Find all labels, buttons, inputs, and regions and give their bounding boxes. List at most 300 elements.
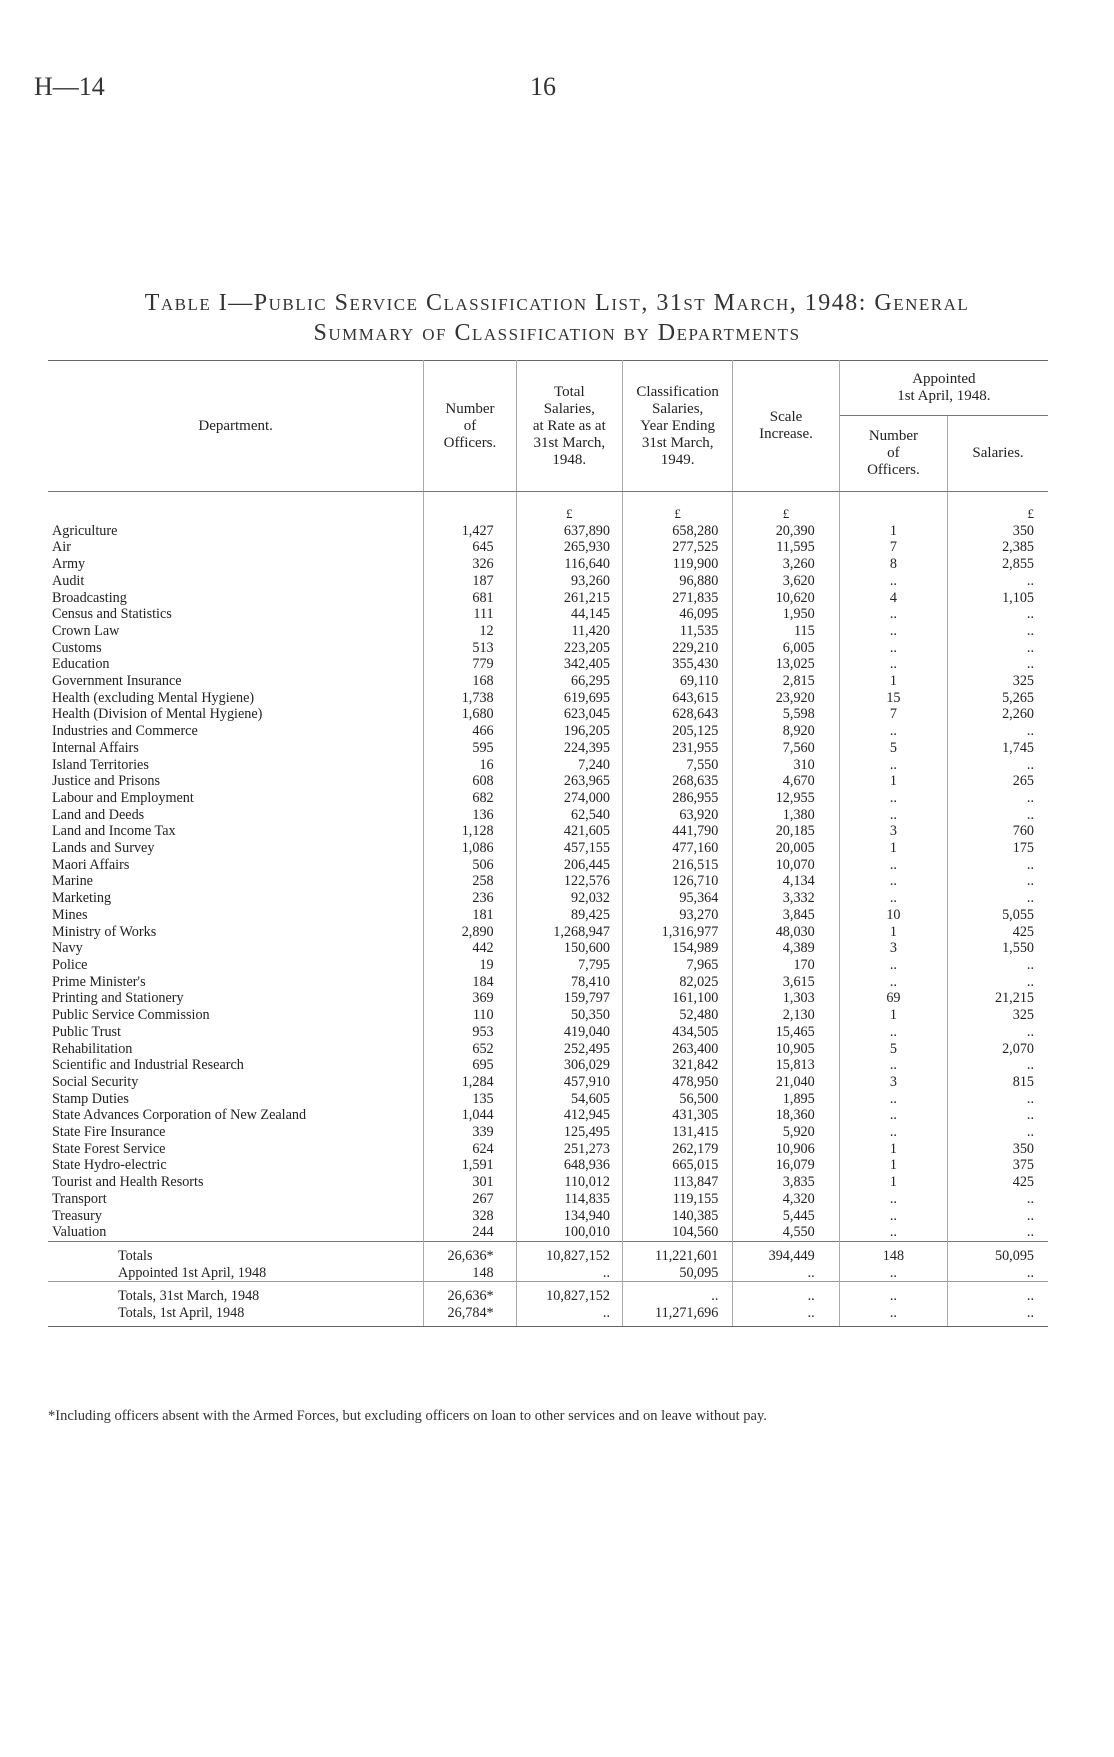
col-classification: Classification Salaries, Year Ending 31st March, 1949. xyxy=(622,361,732,492)
cell-a-off: 7 xyxy=(839,706,947,723)
table-row xyxy=(48,673,1048,690)
cell-a-off: 10 xyxy=(839,907,947,924)
table-row xyxy=(48,1074,1048,1091)
cell-scale: 2,815 xyxy=(733,673,839,690)
cell-classif: 478,950 xyxy=(622,1074,732,1091)
cell-a-off: 1 xyxy=(839,1174,947,1191)
cell-officers: 695 xyxy=(424,1057,516,1074)
col-appointed-salaries: Salaries. xyxy=(948,416,1048,492)
classification-table xyxy=(48,360,1048,1327)
cell-classif: 7,965 xyxy=(622,957,732,974)
cell-classif: 93,270 xyxy=(622,907,732,924)
col-officers: Number of Officers. xyxy=(424,361,516,492)
cell-classif: 441,790 xyxy=(622,823,732,840)
cell-a-sal: 5,055 xyxy=(1002,906,1034,923)
cell-a-off: 1 xyxy=(839,1007,947,1024)
cell-classif: 82,025 xyxy=(622,974,732,991)
cell-scale: 13,025 xyxy=(733,656,839,673)
table-row xyxy=(48,623,1048,640)
cell-a-sal: .. xyxy=(1026,973,1034,990)
cell-officers: 652 xyxy=(424,1041,516,1058)
cell-a-sal: .. xyxy=(1026,1224,1034,1241)
department-name: Police xyxy=(48,957,424,974)
cell-classif: 154,989 xyxy=(622,940,732,957)
cell-scale: 4,670 xyxy=(733,773,839,790)
cell-scale: 4,389 xyxy=(733,940,839,957)
cell-a-sal: .. xyxy=(1026,789,1034,806)
cell-a-sal: .. xyxy=(1026,1090,1034,1107)
cell-officers: 301 xyxy=(424,1174,516,1191)
cell-a-off: 3 xyxy=(839,823,947,840)
cell-scale: 3,260 xyxy=(733,556,839,573)
cell-scale: 48,030 xyxy=(733,924,839,941)
cell-total: 122,576 xyxy=(516,873,622,890)
table-row xyxy=(48,706,1048,723)
totals-classif: .. xyxy=(622,1282,732,1305)
cell-total: 265,930 xyxy=(516,539,622,556)
cell-total: 206,445 xyxy=(516,857,622,874)
cell-total: 78,410 xyxy=(516,974,622,991)
cell-scale: 6,005 xyxy=(733,640,839,657)
unit-pound: £ xyxy=(1027,506,1034,521)
table-row xyxy=(48,1107,1048,1124)
cell-a-off: 1 xyxy=(839,523,947,540)
table-row xyxy=(48,590,1048,607)
cell-officers: 12 xyxy=(424,623,516,640)
table-row xyxy=(48,1141,1048,1158)
cell-a-sal: 325 xyxy=(1012,1007,1034,1024)
department-name: Stamp Duties xyxy=(48,1091,424,1108)
department-name: Public Trust xyxy=(48,1024,424,1041)
totals-a-off: 148 xyxy=(839,1241,947,1264)
cell-total: 412,945 xyxy=(516,1107,622,1124)
cell-a-off: 5 xyxy=(839,1041,947,1058)
page-header-ref: H—14 xyxy=(34,72,105,101)
cell-officers: 267 xyxy=(424,1191,516,1208)
cell-total: 263,965 xyxy=(516,773,622,790)
cell-total: 196,205 xyxy=(516,723,622,740)
totals-a-sal: .. xyxy=(948,1305,1048,1326)
cell-scale: 3,620 xyxy=(733,573,839,590)
cell-officers: 181 xyxy=(424,907,516,924)
cell-scale: 23,920 xyxy=(733,690,839,707)
cell-officers: 645 xyxy=(424,539,516,556)
cell-officers: 16 xyxy=(424,757,516,774)
table-row xyxy=(48,757,1048,774)
totals-officers: 26,784* xyxy=(424,1305,516,1326)
cell-total: 89,425 xyxy=(516,907,622,924)
department-name: Maori Affairs xyxy=(48,857,424,874)
cell-total: 252,495 xyxy=(516,1041,622,1058)
department-name: Lands and Survey xyxy=(48,840,424,857)
department-name: Printing and Stationery xyxy=(48,990,424,1007)
cell-classif: 46,095 xyxy=(622,606,732,623)
cell-officers: 236 xyxy=(424,890,516,907)
cell-scale: 10,905 xyxy=(733,1041,839,1058)
cell-a-off: 4 xyxy=(839,590,947,607)
table-row xyxy=(48,740,1048,757)
cell-total: 342,405 xyxy=(516,656,622,673)
table-row xyxy=(48,957,1048,974)
cell-officers: 1,284 xyxy=(424,1074,516,1091)
cell-total: 619,695 xyxy=(516,690,622,707)
table-row xyxy=(48,1024,1048,1041)
table-row xyxy=(48,640,1048,657)
cell-a-sal: .. xyxy=(1026,1023,1034,1040)
totals-a-off: .. xyxy=(839,1282,947,1305)
table-row xyxy=(48,1157,1048,1174)
cell-officers: 1,427 xyxy=(424,523,516,540)
cell-a-off: 1 xyxy=(839,673,947,690)
cell-scale: 115 xyxy=(733,623,839,640)
cell-a-sal: .. xyxy=(1026,956,1034,973)
cell-officers: 779 xyxy=(424,656,516,673)
cell-a-sal: .. xyxy=(1026,856,1034,873)
table-row xyxy=(48,823,1048,840)
cell-a-sal: .. xyxy=(1026,756,1034,773)
department-name: Ministry of Works xyxy=(48,924,424,941)
cell-a-off: 15 xyxy=(839,690,947,707)
cell-a-off: 1 xyxy=(839,1141,947,1158)
cell-total: 224,395 xyxy=(516,740,622,757)
cell-classif: 216,515 xyxy=(622,857,732,874)
cell-a-off: 3 xyxy=(839,1074,947,1091)
cell-classif: 69,110 xyxy=(622,673,732,690)
cell-classif: 477,160 xyxy=(622,840,732,857)
totals-a-off: .. xyxy=(839,1305,947,1326)
cell-officers: 624 xyxy=(424,1141,516,1158)
table-row xyxy=(48,1224,1048,1241)
totals-officers: 26,636* xyxy=(424,1241,516,1264)
cell-scale: 1,303 xyxy=(733,990,839,1007)
cell-a-sal: .. xyxy=(1026,1207,1034,1224)
cell-a-sal: 21,215 xyxy=(994,990,1034,1007)
cell-scale: 15,465 xyxy=(733,1024,839,1041)
cell-a-sal: .. xyxy=(1026,622,1034,639)
totals-label: Appointed 1st April, 1948 xyxy=(48,1265,424,1282)
cell-classif: 268,635 xyxy=(622,773,732,790)
cell-a-off: .. xyxy=(839,857,947,874)
table-row xyxy=(48,773,1048,790)
department-name: Internal Affairs xyxy=(48,740,424,757)
cell-a-sal: 2,855 xyxy=(1002,556,1034,573)
cell-classif: 277,525 xyxy=(622,539,732,556)
department-name: Agriculture xyxy=(48,523,424,540)
department-name: State Hydro-electric xyxy=(48,1157,424,1174)
cell-a-off: 1 xyxy=(839,840,947,857)
page-number: 16 xyxy=(530,72,556,101)
table-title: Table I—Public Service Classification List, 31st March, 1948: General xyxy=(144,290,970,316)
cell-officers: 258 xyxy=(424,873,516,890)
cell-officers: 339 xyxy=(424,1124,516,1141)
table-subtitle: Summary of Classification by Departments xyxy=(313,320,801,346)
table-row xyxy=(48,974,1048,991)
col-appointed-officers: Number of Officers. xyxy=(839,416,947,492)
cell-total: 457,910 xyxy=(516,1074,622,1091)
cell-classif: 355,430 xyxy=(622,656,732,673)
table-row xyxy=(48,807,1048,824)
totals-a-sal: .. xyxy=(1026,1264,1034,1281)
cell-officers: 608 xyxy=(424,773,516,790)
totals-scale: .. xyxy=(733,1265,839,1282)
cell-scale: 20,390 xyxy=(733,523,839,540)
cell-classif: 119,900 xyxy=(622,556,732,573)
cell-classif: 52,480 xyxy=(622,1007,732,1024)
cell-a-off: .. xyxy=(839,723,947,740)
table-row xyxy=(48,1208,1048,1225)
cell-scale: 18,360 xyxy=(733,1107,839,1124)
totals-a-off: .. xyxy=(839,1265,947,1282)
cell-classif: 140,385 xyxy=(622,1208,732,1225)
unit-pound: £ xyxy=(516,492,622,523)
cell-a-off: 3 xyxy=(839,940,947,957)
cell-classif: 665,015 xyxy=(622,1157,732,1174)
cell-a-off: 7 xyxy=(839,539,947,556)
cell-a-sal: 1,550 xyxy=(1002,940,1034,957)
cell-a-sal: 175 xyxy=(1012,840,1034,857)
cell-scale: 310 xyxy=(733,757,839,774)
cell-scale: 3,332 xyxy=(733,890,839,907)
cell-classif: 104,560 xyxy=(622,1224,732,1241)
cell-a-sal: 5,265 xyxy=(1002,689,1034,706)
cell-a-off: 1 xyxy=(839,773,947,790)
cell-classif: 56,500 xyxy=(622,1091,732,1108)
cell-scale: 5,598 xyxy=(733,706,839,723)
cell-a-sal: .. xyxy=(1026,656,1034,673)
cell-total: 93,260 xyxy=(516,573,622,590)
cell-classif: 161,100 xyxy=(622,990,732,1007)
cell-total: 306,029 xyxy=(516,1057,622,1074)
department-name: Social Security xyxy=(48,1074,424,1091)
totals-row xyxy=(48,1305,1048,1326)
totals-scale: 394,449 xyxy=(733,1241,839,1264)
col-appointed-group: Appointed 1st April, 1948. xyxy=(839,361,1048,416)
department-name: Education xyxy=(48,656,424,673)
cell-a-sal: 425 xyxy=(1012,923,1034,940)
cell-scale: 1,950 xyxy=(733,606,839,623)
cell-total: 261,215 xyxy=(516,590,622,607)
cell-total: 92,032 xyxy=(516,890,622,907)
cell-officers: 2,890 xyxy=(424,924,516,941)
unit-pound: £ xyxy=(622,492,732,523)
department-name: Public Service Commission xyxy=(48,1007,424,1024)
cell-officers: 513 xyxy=(424,640,516,657)
cell-total: 134,940 xyxy=(516,1208,622,1225)
cell-total: 648,936 xyxy=(516,1157,622,1174)
cell-classif: 131,415 xyxy=(622,1124,732,1141)
cell-a-sal: .. xyxy=(1026,890,1034,907)
cell-a-off: .. xyxy=(839,873,947,890)
cell-officers: 1,086 xyxy=(424,840,516,857)
cell-total: 419,040 xyxy=(516,1024,622,1041)
table-row xyxy=(48,990,1048,1007)
cell-scale: 3,615 xyxy=(733,974,839,991)
cell-scale: 8,920 xyxy=(733,723,839,740)
cell-total: 7,240 xyxy=(516,757,622,774)
cell-officers: 1,128 xyxy=(424,823,516,840)
totals-label: Totals xyxy=(48,1241,424,1264)
cell-total: 223,205 xyxy=(516,640,622,657)
cell-scale: 10,620 xyxy=(733,590,839,607)
cell-a-sal: 760 xyxy=(1012,823,1034,840)
totals-officers: 148 xyxy=(424,1265,516,1282)
cell-a-sal: 350 xyxy=(1012,1140,1034,1157)
table-row xyxy=(48,890,1048,907)
cell-total: 114,835 xyxy=(516,1191,622,1208)
table-row xyxy=(48,924,1048,941)
cell-officers: 110 xyxy=(424,1007,516,1024)
table-row xyxy=(48,1091,1048,1108)
department-name: Industries and Commerce xyxy=(48,723,424,740)
cell-a-sal: .. xyxy=(1026,1124,1034,1141)
cell-a-off: .. xyxy=(839,573,947,590)
cell-classif: 126,710 xyxy=(622,873,732,890)
totals-a-sal: .. xyxy=(948,1282,1048,1305)
cell-a-off: .. xyxy=(839,1124,947,1141)
cell-scale: 16,079 xyxy=(733,1157,839,1174)
col-scale-increase: Scale Increase. xyxy=(733,361,839,492)
cell-a-sal: 2,385 xyxy=(1002,539,1034,556)
cell-officers: 1,680 xyxy=(424,706,516,723)
cell-classif: 205,125 xyxy=(622,723,732,740)
totals-classif: 50,095 xyxy=(622,1265,732,1282)
cell-total: 1,268,947 xyxy=(516,924,622,941)
cell-classif: 321,842 xyxy=(622,1057,732,1074)
cell-total: 637,890 xyxy=(516,523,622,540)
table-row xyxy=(48,539,1048,556)
cell-classif: 7,550 xyxy=(622,757,732,774)
cell-a-off: .. xyxy=(839,1091,947,1108)
department-name: Land and Income Tax xyxy=(48,823,424,840)
table-row xyxy=(48,690,1048,707)
cell-total: 100,010 xyxy=(516,1224,622,1241)
cell-a-off: 69 xyxy=(839,990,947,1007)
cell-classif: 643,615 xyxy=(622,690,732,707)
table-row xyxy=(48,1191,1048,1208)
cell-classif: 658,280 xyxy=(622,523,732,540)
cell-a-sal: .. xyxy=(1026,1107,1034,1124)
table-row xyxy=(48,907,1048,924)
cell-a-off: .. xyxy=(839,1224,947,1241)
totals-row xyxy=(48,1265,1048,1282)
cell-a-sal: 350 xyxy=(1012,522,1034,539)
cell-total: 421,605 xyxy=(516,823,622,840)
department-name: Island Territories xyxy=(48,757,424,774)
cell-a-sal: 265 xyxy=(1012,773,1034,790)
table-row xyxy=(48,656,1048,673)
cell-officers: 682 xyxy=(424,790,516,807)
table-row xyxy=(48,1041,1048,1058)
cell-scale: 3,845 xyxy=(733,907,839,924)
cell-scale: 5,445 xyxy=(733,1208,839,1225)
department-name: Health (Division of Mental Hygiene) xyxy=(48,706,424,723)
department-name: State Fire Insurance xyxy=(48,1124,424,1141)
totals-total: 10,827,152 xyxy=(516,1282,622,1305)
cell-officers: 369 xyxy=(424,990,516,1007)
cell-total: 62,540 xyxy=(516,807,622,824)
cell-a-off: 8 xyxy=(839,556,947,573)
cell-classif: 431,305 xyxy=(622,1107,732,1124)
cell-total: 110,012 xyxy=(516,1174,622,1191)
cell-a-sal: .. xyxy=(1026,873,1034,890)
department-name: Tourist and Health Resorts xyxy=(48,1174,424,1191)
totals-label: Totals, 31st March, 1948 xyxy=(48,1282,424,1305)
cell-officers: 19 xyxy=(424,957,516,974)
totals-label: Totals, 1st April, 1948 xyxy=(48,1305,424,1326)
cell-a-sal: 325 xyxy=(1012,673,1034,690)
totals-total: 10,827,152 xyxy=(516,1241,622,1264)
table-row xyxy=(48,857,1048,874)
cell-a-off: 5 xyxy=(839,740,947,757)
table-row xyxy=(48,573,1048,590)
totals-classif: 11,271,696 xyxy=(622,1305,732,1326)
cell-classif: 263,400 xyxy=(622,1041,732,1058)
cell-officers: 442 xyxy=(424,940,516,957)
cell-total: 274,000 xyxy=(516,790,622,807)
cell-a-sal: .. xyxy=(1026,1190,1034,1207)
cell-classif: 119,155 xyxy=(622,1191,732,1208)
cell-a-sal: .. xyxy=(1026,1057,1034,1074)
cell-total: 125,495 xyxy=(516,1124,622,1141)
cell-a-off: 1 xyxy=(839,1157,947,1174)
totals-scale: .. xyxy=(733,1282,839,1305)
cell-officers: 953 xyxy=(424,1024,516,1041)
cell-classif: 434,505 xyxy=(622,1024,732,1041)
cell-a-sal: .. xyxy=(1026,806,1034,823)
table-row xyxy=(48,556,1048,573)
department-name: Prime Minister's xyxy=(48,974,424,991)
cell-classif: 63,920 xyxy=(622,807,732,824)
cell-scale: 4,550 xyxy=(733,1224,839,1241)
department-name: Scientific and Industrial Research xyxy=(48,1057,424,1074)
cell-a-off: .. xyxy=(839,640,947,657)
table-row xyxy=(48,873,1048,890)
cell-total: 54,605 xyxy=(516,1091,622,1108)
department-name: Rehabilitation xyxy=(48,1041,424,1058)
cell-a-off: .. xyxy=(839,1107,947,1124)
cell-a-off: .. xyxy=(839,1057,947,1074)
cell-scale: 3,835 xyxy=(733,1174,839,1191)
cell-officers: 1,738 xyxy=(424,690,516,707)
totals-a-sal: 50,095 xyxy=(948,1241,1048,1264)
cell-scale: 15,813 xyxy=(733,1057,839,1074)
department-name: Valuation xyxy=(48,1224,424,1241)
totals-total: .. xyxy=(516,1305,622,1326)
cell-total: 623,045 xyxy=(516,706,622,723)
cell-total: 116,640 xyxy=(516,556,622,573)
cell-a-sal: .. xyxy=(1026,606,1034,623)
department-name: Customs xyxy=(48,640,424,657)
cell-a-off: .. xyxy=(839,974,947,991)
cell-a-off: .. xyxy=(839,1208,947,1225)
department-name: Air xyxy=(48,539,424,556)
cell-officers: 168 xyxy=(424,673,516,690)
department-name: State Forest Service xyxy=(48,1141,424,1158)
cell-classif: 1,316,977 xyxy=(622,924,732,941)
cell-a-off: .. xyxy=(839,656,947,673)
footnote: *Including officers absent with the Armed Forces, but excluding officers on loan to other services and on leave without pay. xyxy=(48,1408,767,1424)
cell-a-sal: 2,260 xyxy=(1002,706,1034,723)
totals-total: .. xyxy=(516,1265,622,1282)
cell-scale: 21,040 xyxy=(733,1074,839,1091)
totals-officers: 26,636* xyxy=(424,1282,516,1305)
cell-officers: 328 xyxy=(424,1208,516,1225)
department-name: Government Insurance xyxy=(48,673,424,690)
cell-classif: 628,643 xyxy=(622,706,732,723)
department-name: State Advances Corporation of New Zealand xyxy=(48,1107,424,1124)
department-name: Census and Statistics xyxy=(48,606,424,623)
cell-officers: 1,044 xyxy=(424,1107,516,1124)
